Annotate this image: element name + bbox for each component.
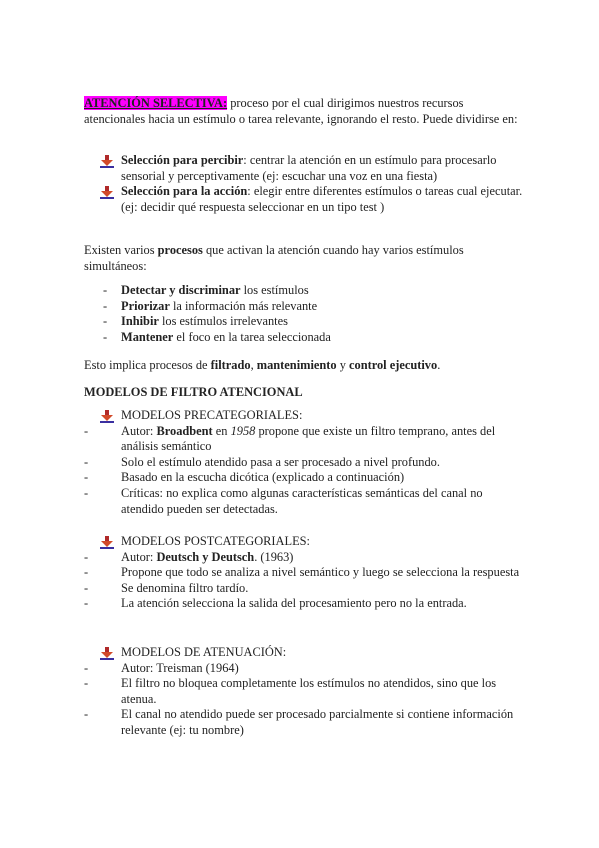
arrow-down-bullet-icon xyxy=(100,536,114,549)
list-item xyxy=(84,314,524,330)
postcat-list xyxy=(84,550,524,612)
procesos-pre: Existen varios xyxy=(84,243,158,257)
arrow-down-bullet-icon xyxy=(100,155,114,168)
process-label: Inhibir xyxy=(121,314,159,329)
process-text: los estímulos xyxy=(240,283,309,297)
process-text: la información más relevante xyxy=(169,298,318,313)
author-pre: Autor: xyxy=(121,423,157,438)
dash-bullet: - xyxy=(103,283,108,297)
implica-mid: y xyxy=(336,358,349,372)
arrow-down-bullet-icon xyxy=(100,647,114,660)
author-name: Deutsch y Deutsch xyxy=(156,549,255,564)
dash-bullet: - xyxy=(84,596,89,611)
procesos-post: que activan la atención cuando hay varios estímulos simultáneos: xyxy=(84,243,464,273)
item-text: Críticas: no explica como algunas características semánticas del canal no atendido pueden ser detectadas. xyxy=(121,485,483,516)
process-text: los estímulos irrelevantes xyxy=(158,314,288,329)
section-title-row xyxy=(84,534,524,550)
dash-bullet: - xyxy=(84,485,89,500)
selection-types-list xyxy=(84,153,524,215)
atenuacion-list xyxy=(84,661,524,739)
dash-bullet: - xyxy=(84,676,89,691)
type-label: Selección para la acción xyxy=(121,184,248,199)
section-title: MODELOS DE ATENUACIÓN: xyxy=(121,645,287,659)
section-title-row xyxy=(84,645,524,661)
implica-bold-1: filtrado xyxy=(210,358,251,372)
list-item xyxy=(84,550,524,566)
author-post: propone que existe un filtro temprano, antes del análisis semántico xyxy=(121,423,496,454)
dash-bullet: - xyxy=(103,298,108,313)
dash-bullet: - xyxy=(84,549,89,564)
list-item xyxy=(84,299,524,315)
list-item xyxy=(84,330,524,346)
list-item xyxy=(84,676,524,707)
models-heading: MODELOS DE FILTRO ATENCIONAL xyxy=(84,385,303,399)
author-name: Broadbent xyxy=(156,423,213,438)
implica-bold-2: mantenimiento xyxy=(256,358,337,372)
atenuacion-section xyxy=(84,645,524,739)
list-item xyxy=(84,455,524,471)
intro-text: proceso por el cual dirigimos nuestros recursos atencionales hacia un estímulo o tarea relevante, ignorando el resto. Puede dividirse en: xyxy=(84,96,518,126)
list-item xyxy=(84,661,524,677)
implica-paragraph xyxy=(84,358,524,374)
list-item xyxy=(84,184,524,215)
intro-paragraph xyxy=(84,96,524,127)
section-title-row xyxy=(84,408,524,424)
arrow-down-bullet-icon xyxy=(100,410,114,423)
highlighted-term: ATENCIÓN SELECTIVA: xyxy=(84,96,228,110)
process-label: Detectar y discriminar xyxy=(121,283,241,297)
section-title: MODELOS POSTCATEGORIALES: xyxy=(121,534,310,548)
list-item xyxy=(84,596,524,612)
list-item xyxy=(84,581,524,597)
author-post: . (1963) xyxy=(254,549,294,564)
list-item xyxy=(84,153,524,184)
list-item xyxy=(84,283,524,299)
type-text: : centrar la atención en un estímulo para procesarlo sensorial y perceptivamente (ej: escuchar una voz en una fiesta) xyxy=(121,153,497,183)
type-label: Selección para percibir xyxy=(121,153,244,167)
item-text: La atención selecciona la salida del procesamiento pero no la entrada. xyxy=(121,596,467,611)
item-text: Autor: Treisman (1964) xyxy=(121,660,239,675)
dash-bullet: - xyxy=(103,329,108,344)
implica-pre: Esto implica procesos de xyxy=(84,358,211,372)
precat-section xyxy=(84,408,524,517)
arrow-down-bullet-icon xyxy=(100,186,114,199)
type-text: : elegir entre diferentes estímulos o tareas cual ejecutar. (ej: decidir qué respuesta seleccionar en un tipo test ) xyxy=(121,184,523,214)
implica-sep: , xyxy=(250,358,257,372)
author-year: 1958 xyxy=(230,423,256,438)
dash-bullet: - xyxy=(84,470,89,485)
item-text: Se denomina filtro tardío. xyxy=(121,580,249,595)
dash-bullet: - xyxy=(84,660,89,675)
dash-bullet: - xyxy=(84,423,89,438)
item-text: Solo el estímulo atendido pasa a ser procesado a nivel profundo. xyxy=(121,454,440,469)
list-item xyxy=(84,470,524,486)
author-pre: Autor: xyxy=(121,549,157,564)
dash-bullet: - xyxy=(84,454,89,469)
list-item xyxy=(84,707,524,738)
item-text: Propone que todo se analiza a nivel semántico y luego se selecciona la respuesta xyxy=(121,565,520,580)
section-title: MODELOS PRECATEGORIALES: xyxy=(121,408,303,422)
postcat-section xyxy=(84,534,524,612)
procesos-bold: procesos xyxy=(157,243,203,257)
list-item xyxy=(84,424,524,455)
process-text: el foco en la tarea seleccionada xyxy=(173,329,331,344)
item-text: El canal no atendido puede ser procesado parcialmente si contiene información relevante (ej: tu nombre) xyxy=(121,707,514,737)
item-text: El filtro no bloquea completamente los estímulos no atendidos, sino que los atenua. xyxy=(121,676,497,706)
implica-end: . xyxy=(437,358,441,372)
process-label: Mantener xyxy=(121,329,174,344)
list-item xyxy=(84,565,524,581)
dash-bullet: - xyxy=(84,565,89,580)
dash-bullet: - xyxy=(84,707,89,722)
process-list xyxy=(84,283,524,345)
item-text: Basado en la escucha dicótica (explicado a continuación) xyxy=(121,470,405,485)
precat-list xyxy=(84,424,524,518)
dash-bullet: - xyxy=(84,580,89,595)
procesos-paragraph xyxy=(84,243,524,274)
dash-bullet: - xyxy=(103,314,108,329)
implica-bold-3: control ejecutivo xyxy=(349,358,438,372)
author-mid: en xyxy=(212,423,231,438)
process-label: Priorizar xyxy=(121,298,170,313)
list-item xyxy=(84,486,524,517)
